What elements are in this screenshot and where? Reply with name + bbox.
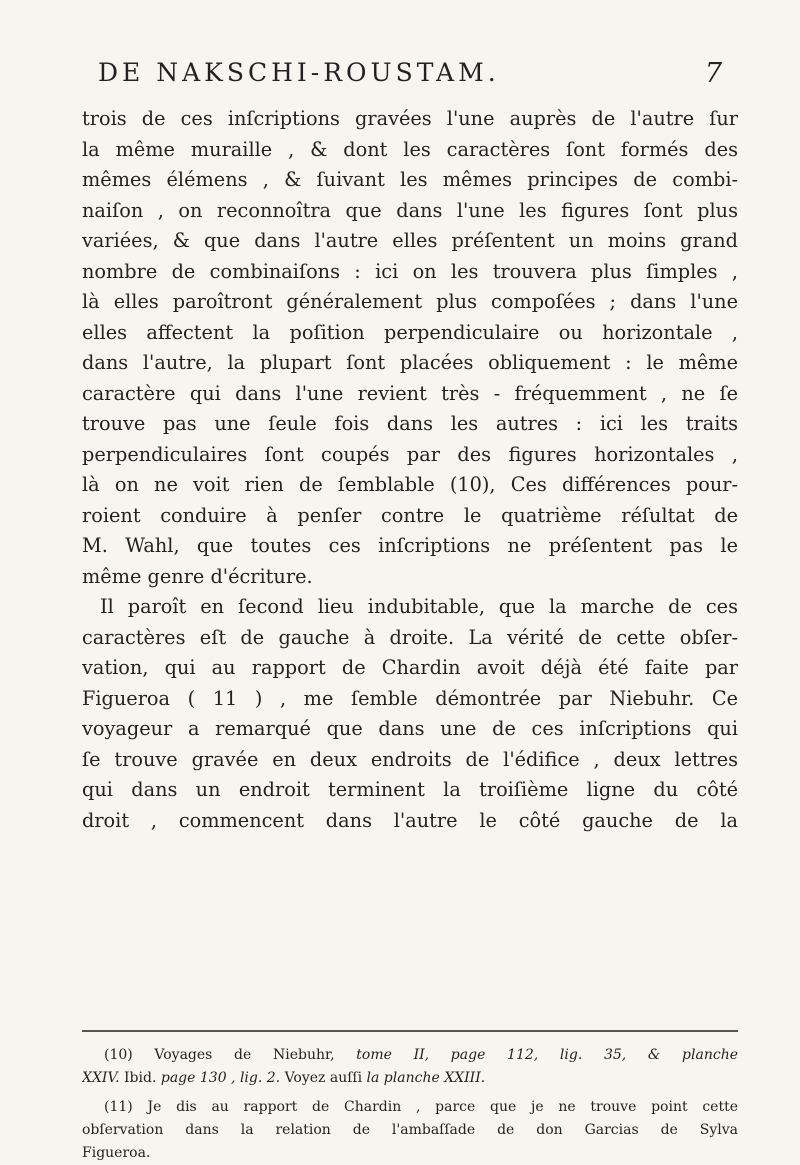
footnotes	[82, 1044, 738, 1165]
footnote-10-page: page 130 , lig. 2.	[160, 1070, 281, 1086]
body-line: perpendiculaires ſont coupés par des figures horizontales ,	[82, 442, 738, 466]
body-line: vation, qui au rapport de Chardin avoit déjà été faite par	[82, 656, 738, 679]
body-line: trois de ces inſcriptions gravées l'une auprès de l'autre ſur	[82, 107, 738, 130]
body-line: nombre de combinaiſons : ici on les trouvera plus ſimples ,	[82, 259, 738, 283]
body-line: roient conduire à penſer contre le quatrième réſultat de	[82, 503, 738, 527]
body-line: là elles paroîtront généralement plus compoſées ; dans l'une	[82, 290, 738, 313]
body-line: variées, & que dans l'autre elles préſentent un moins grand	[82, 229, 738, 252]
body-line: mêmes élémens , & ſuivant les mêmes principes de combi-	[82, 168, 738, 191]
body-line: naiſon , on reconnoîtra que dans l'une les figures ſont plus	[82, 198, 738, 222]
footnote-separator	[82, 1030, 738, 1032]
page-number: 7	[704, 58, 722, 89]
body-line: Figueroa ( 11 ) , me ſemble démontrée par Niebuhr. Ce	[82, 686, 738, 710]
body-line: M. Wahl, que toutes ces inſcriptions ne préſentent pas le	[82, 534, 738, 557]
body-line: même genre d'écriture.	[82, 564, 313, 588]
body-line: elles affectent la poſition perpendiculaire ou horizontale ,	[82, 320, 738, 344]
body-text	[82, 104, 738, 836]
footnote-10-plate: XXIV.	[82, 1070, 120, 1086]
body-line: Il paroît en ſecond lieu indubitable, que la marche de ces	[100, 595, 738, 618]
body-line: là on ne voit rien de ſemblable (10), Ces différences pour-	[82, 473, 738, 496]
footnote-11-line: (11) Je dis au rapport de Chardin , parce que je ne trouve point cette	[104, 1099, 738, 1115]
body-line: ſe trouve gravée en deux endroits de l'édifice , deux lettres	[82, 747, 738, 771]
footnote-10-line	[82, 1067, 738, 1090]
body-line: qui dans un endroit terminent la troiſième ligne du côté	[82, 778, 738, 801]
running-head	[82, 58, 722, 98]
footnote-10-ibid: Ibid.	[119, 1070, 161, 1086]
body-line: la même muraille , & dont les caractères ſont formés des	[82, 137, 738, 161]
footnote-10-ref: tome II, page 112, lig. 35, & planche	[356, 1047, 738, 1063]
footnote-11-line: obſervation dans la relation de l'ambaſſade de don Garcias de Sylva	[82, 1122, 738, 1138]
body-line: trouve pas une ſeule fois dans les autres : ici les traits	[82, 412, 738, 435]
body-line: caractère qui dans l'une revient très - fréquemment , ne ſe	[82, 381, 738, 405]
footnote-11-line: Figueroa.	[82, 1145, 151, 1161]
footnote-10-see-also: Voyez auſſi	[280, 1070, 367, 1086]
body-line: voyageur a remarqué que dans une de ces inſcriptions qui	[82, 717, 738, 740]
footnote-10-source: (10) Voyages de Niebuhr,	[104, 1047, 357, 1063]
body-line: caractères eſt de gauche à droite. La vérité de cette obſer-	[82, 625, 738, 649]
body-line: dans l'autre, la plupart ſont placées obliquement : le même	[82, 351, 738, 374]
footnote-10-plate-ref: la planche XXIII.	[366, 1070, 486, 1086]
body-line: droit , commencent dans l'autre le côté gauche de la	[82, 808, 738, 832]
footnote-10-line	[82, 1044, 738, 1067]
running-head-title: DE NAKSCHI-ROUSTAM.	[98, 58, 500, 87]
